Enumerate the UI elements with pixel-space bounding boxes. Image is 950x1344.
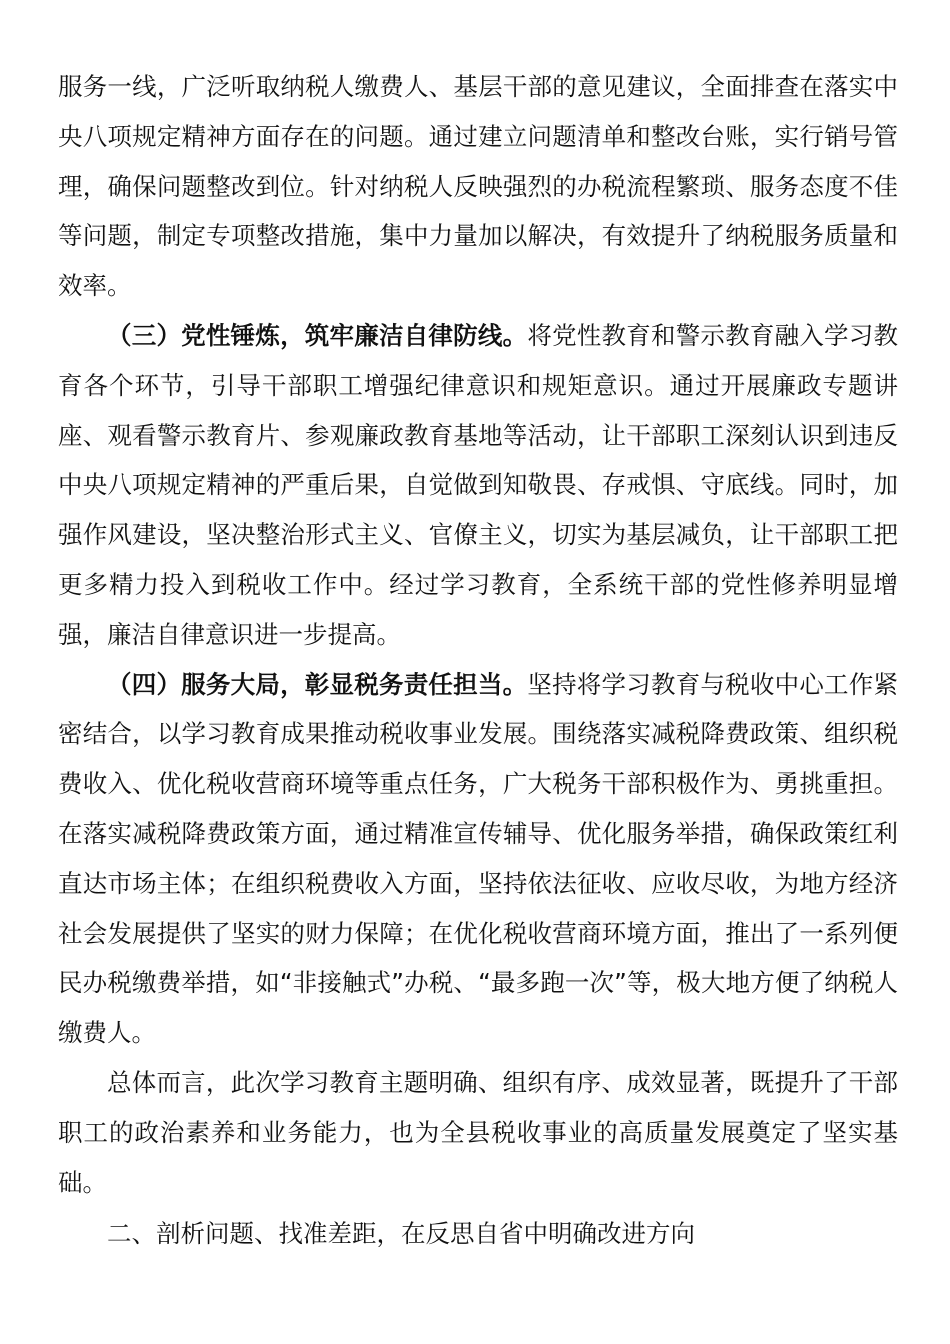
paragraph-text: 服务一线，广泛听取纳税人缴费人、基层干部的意见建议，全面排查在落实中央八项规定精神方面存在的问题。通过建立问题清单和整改台账，实行销号管理，确保问题整改到位。针对纳税人反映强烈的办税流程繁琐、服务态度不佳等问题，制定专项整改措施，集中力量加以解决，有效提升了纳税服务质量和效率。 — [58, 72, 898, 301]
section-heading-three: （三）党性锤炼，筑牢廉洁自律防线。 — [107, 320, 528, 350]
paragraph-summary — [58, 1058, 898, 1207]
paragraph-continuation — [58, 62, 898, 311]
chapter-heading-two — [58, 1209, 898, 1259]
paragraph-section-four — [58, 660, 898, 1058]
paragraph-section-three — [58, 311, 898, 660]
paragraph-text: 总体而言，此次学习教育主题明确、组织有序、成效显著，既提升了干部职工的政治素养和业务能力，也为全县税收事业的高质量发展奠定了坚实基础。 — [58, 1067, 898, 1197]
document-body — [58, 62, 898, 1259]
chapter-heading-text: 二、剖析问题、找准差距，在反思自省中明确改进方向 — [107, 1219, 695, 1249]
paragraph-text: 坚持将学习教育与税收中心工作紧密结合，以学习教育成果推动税收事业发展。围绕落实减税降费政策、组织税费收入、优化税收营商环境等重点任务，广大税务干部积极作为、勇挑重担。在落实减税降费政策方面，通过精准宣传辅导、优化服务举措，确保政策红利直达市场主体；在组织税费收入方面，坚持依法征收、应收尽收，为地方经济社会发展提供了坚实的财力保障；在优化税收营商环境方面，推出了一系列便民办税缴费举措，如“非接触式”办税、“最多跑一次”等，极大地方便了纳税人缴费人。 — [58, 669, 899, 1048]
section-heading-four: （四）服务大局，彰显税务责任担当。 — [107, 669, 528, 699]
paragraph-text: 将党性教育和警示教育融入学习教育各个环节，引导干部职工增强纪律意识和规矩意识。通过开展廉政专题讲座、观看警示教育片、参观廉政教育基地等活动，让干部职工深刻认识到违反中央八项规定精神的严重后果，自觉做到知敬畏、存戒惧、守底线。同时，加强作风建设，坚决整治形式主义、官僚主义，切实为基层减负，让干部职工把更多精力投入到税收工作中。经过学习教育，全系统干部的党性修养明显增强，廉洁自律意识进一步提高。 — [58, 320, 899, 649]
